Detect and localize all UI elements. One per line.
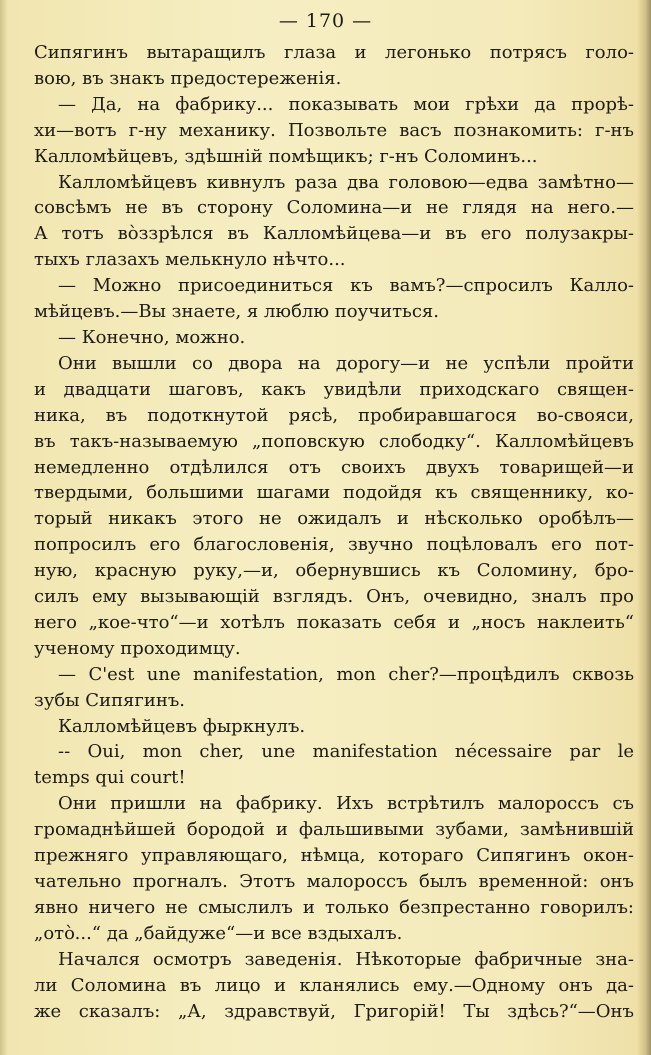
text-line: Калломѣйцевъ кивнулъ раза два головою—едва замѣтно— bbox=[58, 171, 634, 193]
text-line: совсѣмъ не въ сторону Соломина—и не глядя на него.— bbox=[34, 197, 634, 219]
text-line: вою, въ знакъ предостереженія. bbox=[34, 67, 342, 89]
text-line: твердыми, большими шагами подойдя къ священнику, ко- bbox=[34, 482, 634, 504]
body-text bbox=[34, 40, 634, 1024]
text-line: — Да, на фабрику... показывать мои грѣхи да прорѣ- bbox=[58, 93, 634, 115]
text-line: Калломѣйцевъ фыркнулъ. bbox=[58, 715, 306, 737]
text-line: ную, красную руку,—и, обернувшись къ Соломину, бро- bbox=[34, 560, 634, 582]
text-line: и двадцати шаговъ, какъ увидѣли приходскаго священ- bbox=[34, 378, 634, 400]
text-line: Они вышли со двора на дорогу—и не успѣли пройти bbox=[58, 352, 634, 374]
text-line: — Можно присоединиться къ вамъ?—спросилъ Калло- bbox=[58, 275, 634, 297]
text-line: него „кое-что“—и хотѣлъ показать себя и „носъ наклеить“ bbox=[34, 611, 634, 633]
text-line: торый никакъ этого не ожидалъ и нѣсколько оробѣлъ— bbox=[34, 508, 634, 530]
text-line: прежняго управляющаго, нѣмца, котораго Сипягинъ окон- bbox=[34, 845, 634, 867]
text-line: Сипягинъ вытаращилъ глаза и легонько потрясъ голо- bbox=[34, 42, 634, 63]
text-line: попросилъ его благословенія, звучно поцѣловалъ его пот- bbox=[34, 534, 634, 556]
text-line: -- Oui, mon cher, une manifestation nécessaire par le bbox=[58, 741, 634, 763]
text-line: явно ничего не смыслилъ и только безпрестанно говорилъ: bbox=[34, 896, 634, 918]
text-line: А тотъ вòззрѣлся въ Калломѣйцева—и въ его полузакры- bbox=[34, 223, 634, 245]
text-line: мѣйцевъ.—Вы знаете, я люблю поучиться. bbox=[34, 301, 439, 323]
text-line: силъ ему вызывающій взглядъ. Онъ, очевидно, зналъ про bbox=[34, 586, 634, 608]
text-line: — Конечно, можно. bbox=[58, 326, 246, 348]
text-line: въ такъ-называемую „поповскую слободку“. Калломѣйцевъ bbox=[34, 430, 634, 452]
page-left-shadow bbox=[0, 0, 8, 1055]
text-line: ученому проходимцу. bbox=[34, 637, 241, 659]
text-line: Калломѣйцевъ, здѣшній помѣщикъ; г-нъ Соломинъ... bbox=[34, 145, 538, 167]
text-line: — C'est une manifestation, mon cher?—процѣдилъ сквозь bbox=[58, 663, 634, 685]
page-number: — 170 — bbox=[278, 10, 373, 32]
text-line: же сказалъ: „А, здравствуй, Григорій! Ты здѣсь?“—Онъ bbox=[34, 1000, 634, 1022]
text-line: чательно прогналъ. Этотъ малороссъ былъ временной: онъ bbox=[34, 871, 634, 892]
text-line: ника, въ подоткнутой рясѣ, пробиравшагося во-свояси, bbox=[34, 404, 634, 426]
text-line: зубы Сипягинъ. bbox=[34, 689, 186, 711]
text-line: немедленно отдѣлился отъ своихъ двухъ товарищей—и bbox=[34, 456, 634, 478]
text-line: тыхъ глазахъ мелькнуло нѣчто... bbox=[34, 249, 346, 271]
text-line: Они пришли на фабрику. Ихъ встрѣтилъ малороссъ съ bbox=[58, 793, 634, 815]
text-line: ли Соломина въ лицо и кланялись ему.—Одному онъ да- bbox=[34, 974, 634, 996]
text-line: громаднѣйшей бородой и фальшивыми зубами, замѣнившій bbox=[34, 819, 634, 841]
text-line: temps qui court! bbox=[34, 767, 186, 789]
page-right-shadow bbox=[637, 0, 651, 1055]
text-line: хи—вотъ г-ну механику. Позвольте васъ познакомить: г-нъ bbox=[34, 119, 634, 141]
text-line: Начался осмотръ заведенія. Нѣкоторые фабричные зна- bbox=[58, 948, 634, 970]
text-line: „отò...“ да „байдуже“—и все вздыхалъ. bbox=[34, 922, 403, 944]
